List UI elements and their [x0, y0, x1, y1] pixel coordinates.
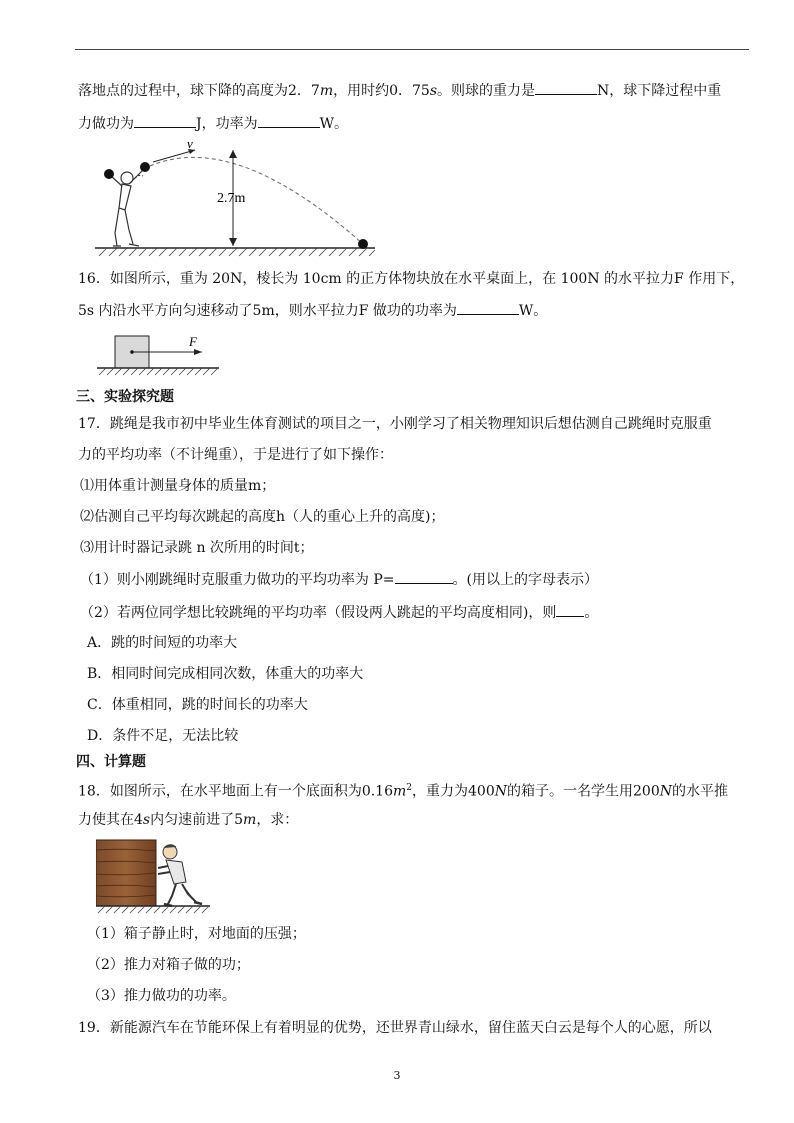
ground-hatching [95, 248, 375, 256]
student-figure [158, 845, 202, 906]
q18-line-1: 18．如图所示，在水平地面上有一个底面积为$0.16m^2$，重力为400N的箱子。一名学生用200N的水平推 [78, 783, 728, 800]
q15-figure-ball-throw [95, 138, 380, 258]
page-number: 3 [393, 1069, 401, 1082]
q15-line-2: 力做功为 J，功率为 W。 [78, 113, 348, 134]
q17-option-c[interactable]: C．体重相同，跳的时间长的功率大 [87, 697, 308, 713]
q18-line-2: 力使其在4s内匀速前进了5m，求： [78, 812, 299, 828]
ground-hatching [99, 368, 218, 375]
velocity-label: v [187, 138, 193, 151]
q15-blank-gravity[interactable] [535, 80, 597, 95]
q16-figure-block [97, 333, 225, 378]
person-figure [109, 170, 143, 246]
arrow-head-icon [194, 349, 202, 355]
header-rule [75, 49, 749, 50]
ball-landing-icon [358, 239, 368, 249]
q15-line-1: 落地点的过程中，球下降的高度为2．7m，用时约0．75s。则球的重力是 N，球下降过程中重 [78, 80, 721, 101]
q19-line-1: 19．新能源汽车在节能环保上有着明显的优势，还世界青山绿水，留住蓝天白云是每个人的心愿，所以 [78, 1020, 712, 1036]
q17-option-b[interactable]: B．相同时间完成相同次数，体重大的功率大 [87, 666, 364, 682]
q15-blank-work[interactable] [134, 113, 196, 128]
q18-part-1: （1）箱子静止时，对地面的压强； [87, 926, 306, 942]
height-arrow-down-icon [229, 238, 237, 246]
q17-option-a[interactable]: A．跳的时间短的功率大 [87, 635, 238, 651]
height-arrow-up-icon [229, 150, 237, 158]
q16-line-2: 5s 内沿水平方向匀速移动了5m，则水平拉力F 做功的功率为 W。 [78, 300, 547, 321]
q18-figure-box-push [96, 838, 214, 914]
ball-start-icon [104, 169, 114, 179]
q17-step-3: ⑶用计时器记录跳 n 次所用的时间t； [80, 540, 314, 556]
q17-line-1: 17．跳绳是我市初中毕业生体育测试的项目之一，小刚学习了相关物理知识后想估测自己跳绳时克服重 [78, 416, 712, 432]
q18-part-3: （3）推力做功的功率。 [87, 988, 236, 1004]
q17-step-1: ⑴用体重计测量身体的质量m； [80, 478, 276, 494]
force-label: F [189, 334, 197, 349]
ground-hatching [98, 906, 209, 913]
q15-blank-power[interactable] [258, 113, 320, 128]
q17-line-2: 力的平均功率（不计绳重），于是进行了如下操作： [78, 447, 393, 463]
q17-step-2: ⑵估测自己平均每次跳起的高度h（人的重心上升的高度)； [80, 509, 445, 525]
q16-line-1: 16．如图所示，重为 20N，棱长为 10cm 的正方体物块放在水平桌面上，在 100N 的水平拉力F 作用下， [78, 271, 745, 287]
q17-blank-choice[interactable] [556, 602, 584, 617]
q18-part-2: （2）推力对箱子做的功； [87, 957, 250, 973]
section-3-heading: 三、实验探究题 [76, 389, 174, 405]
q17-option-d[interactable]: D．条件不足，无法比较 [87, 728, 239, 744]
q17-sub-1: （1）则小刚跳绳时克服重力做功的平均功率为 P= 。(用以上的字母表示） [80, 569, 598, 590]
q17-sub-2: （2）若两位同学想比较跳绳的平均功率（假设两人跳起的平均高度相同)，则 。 [80, 602, 598, 623]
section-4-heading: 四、计算题 [76, 754, 146, 770]
ball-thrown-icon [140, 162, 150, 172]
q16-blank-power[interactable] [457, 300, 519, 315]
velocity-arrow [153, 150, 195, 162]
trajectory-path [150, 157, 363, 244]
q17-blank-power-formula[interactable] [395, 569, 453, 584]
height-label: 2.7m [217, 191, 246, 206]
